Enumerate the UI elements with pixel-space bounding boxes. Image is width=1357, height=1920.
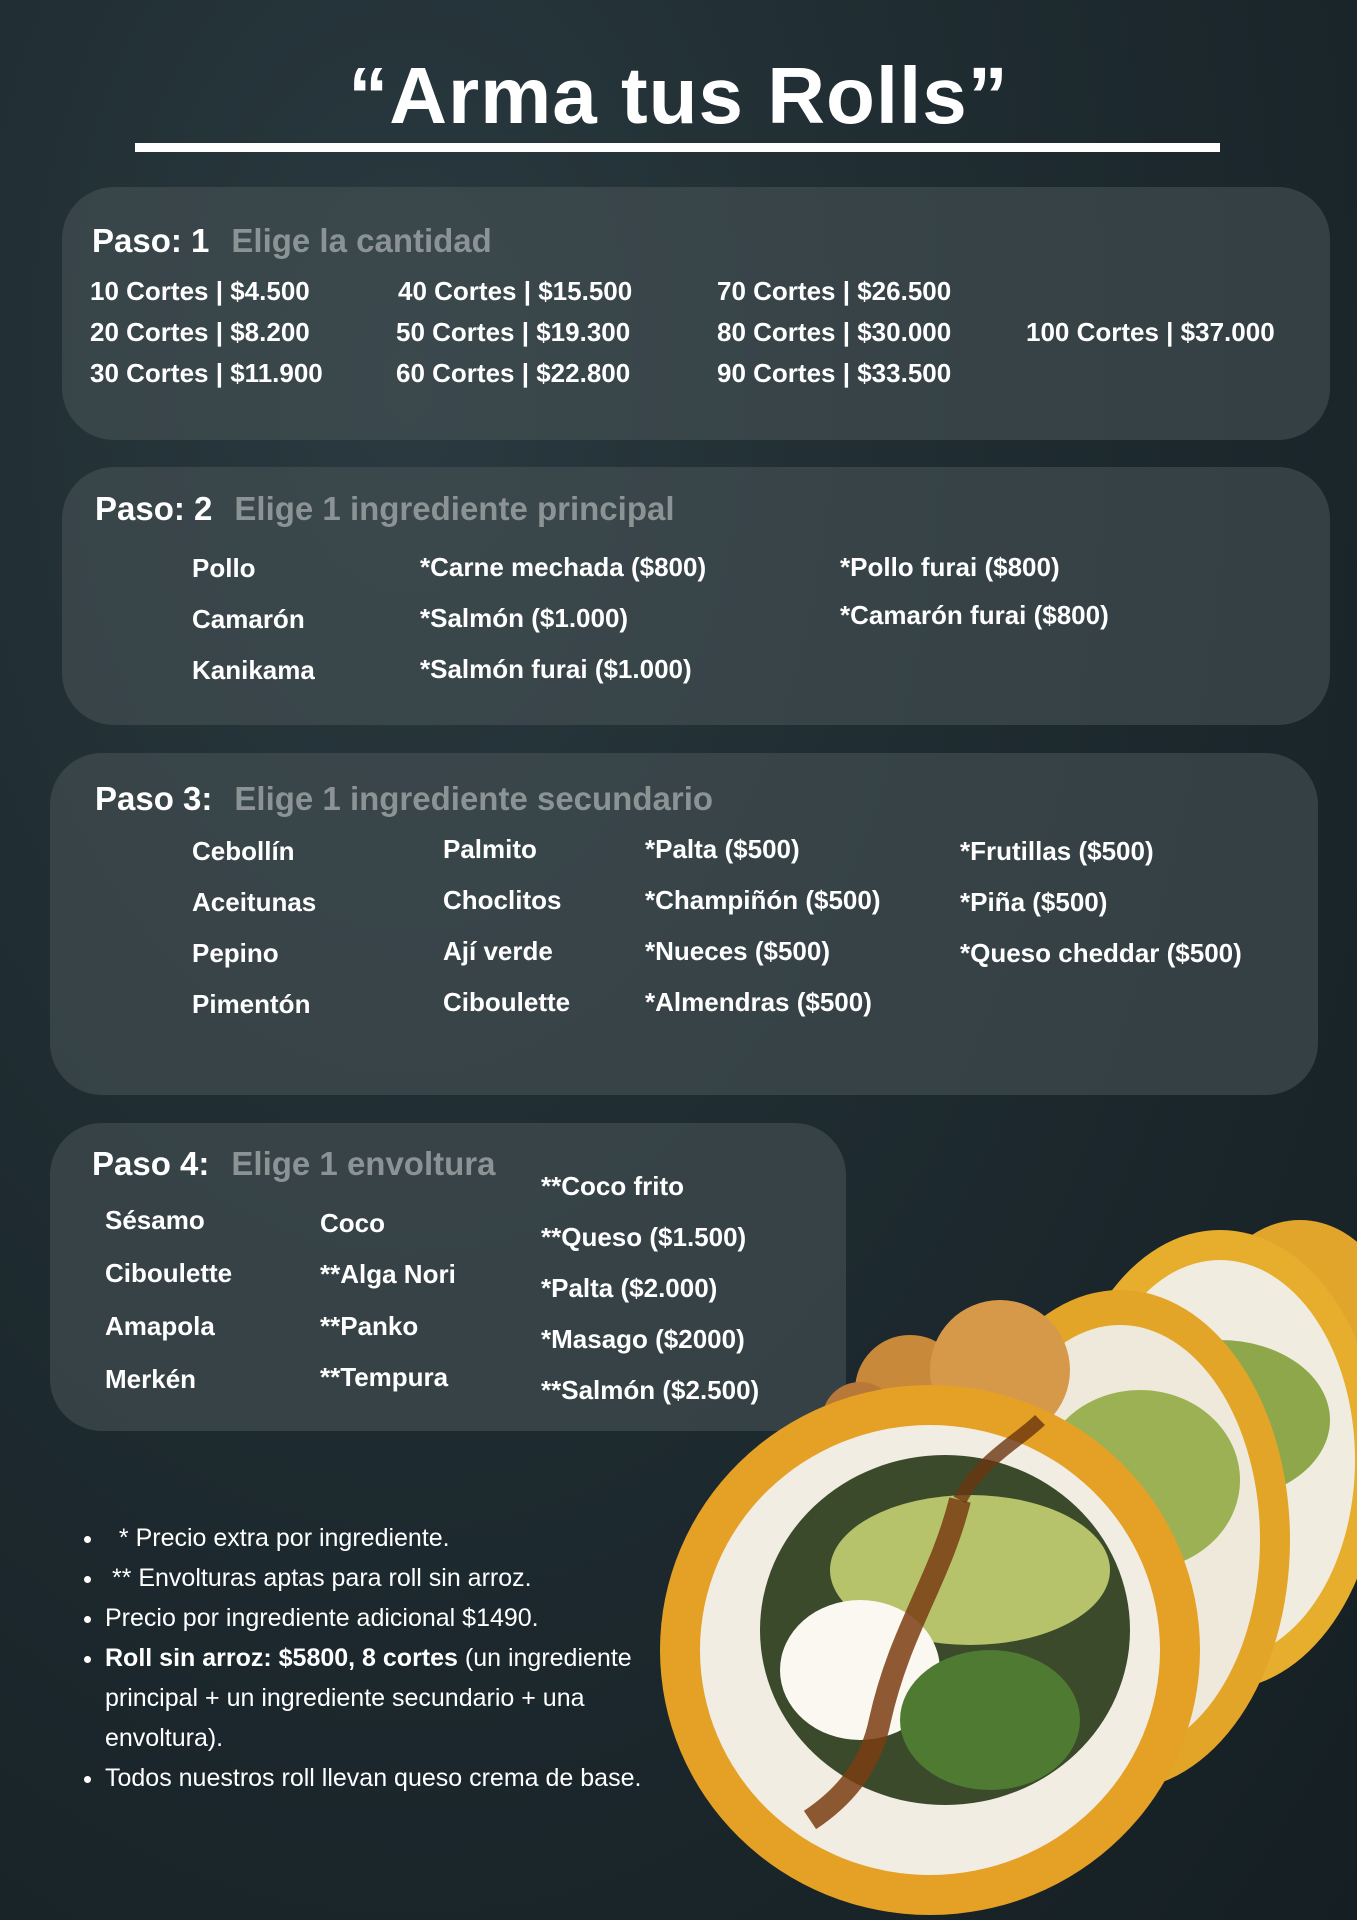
step1-option: 20 Cortes | $8.200 xyxy=(90,317,310,347)
page-title: “Arma tus Rolls” xyxy=(348,51,1009,140)
step4-subtitle: Elige 1 envoltura xyxy=(231,1145,496,1182)
step4-option: *Masago ($2000) xyxy=(541,1324,745,1354)
step3-subtitle: Elige 1 ingrediente secundario xyxy=(234,780,714,817)
step4-option: Merkén xyxy=(105,1364,197,1394)
footnote-text: (un ingrediente principal + un ingrediente secundario + una envoltura). xyxy=(105,1644,632,1752)
step4-option: **Tempura xyxy=(320,1362,449,1392)
step3-option: *Champiñón ($500) xyxy=(645,885,881,915)
step3-option: *Almendras ($500) xyxy=(645,987,872,1017)
step2-option: Pollo xyxy=(192,553,256,583)
step2-heading xyxy=(95,490,675,528)
title-underline xyxy=(135,143,1220,152)
step2-option: *Carne mechada ($800) xyxy=(420,552,707,582)
step3-option: *Nueces ($500) xyxy=(645,936,830,966)
step3-option: Aceitunas xyxy=(192,887,317,917)
step1-option: 60 Cortes | $22.800 xyxy=(396,358,631,388)
footnote-item: • Todos nuestros roll llevan queso crema de base. xyxy=(105,1758,665,1798)
step3-option: *Palta ($500) xyxy=(645,834,800,864)
step2-option: Camarón xyxy=(192,604,305,634)
step1-option: 90 Cortes | $33.500 xyxy=(717,358,952,388)
step3-option: *Piña ($500) xyxy=(960,887,1108,917)
step2-option: *Salmón furai ($1.000) xyxy=(420,654,692,684)
footnote-item: • Precio por ingrediente adicional $1490. xyxy=(105,1598,665,1638)
step3-option: Pimentón xyxy=(192,989,311,1019)
step3-option: Ají verde xyxy=(443,936,553,966)
step4-label: Paso 4: xyxy=(92,1145,210,1182)
step3-option: Cebollín xyxy=(192,836,295,866)
step4-option: **Panko xyxy=(320,1311,419,1341)
step1-heading xyxy=(92,222,492,260)
footnote-bold: Roll sin arroz: $5800, 8 cortes xyxy=(105,1644,458,1672)
step1-option: 100 Cortes | $37.000 xyxy=(1026,317,1275,347)
step3-option: Palmito xyxy=(443,834,537,864)
step1-option: 10 Cortes | $4.500 xyxy=(90,276,310,306)
step4-option: **Salmón ($2.500) xyxy=(541,1375,760,1405)
step2-option: *Pollo furai ($800) xyxy=(840,552,1060,582)
step2-option: *Camarón furai ($800) xyxy=(840,600,1109,630)
footnote-item: • * Precio extra por ingrediente. xyxy=(105,1518,665,1558)
step4-option: Amapola xyxy=(105,1311,215,1341)
step4-option: *Palta ($2.000) xyxy=(541,1273,718,1303)
step4-heading xyxy=(92,1145,495,1183)
step1-option: 40 Cortes | $15.500 xyxy=(398,276,633,306)
step3-option: Choclitos xyxy=(443,885,562,915)
step1-label: Paso: 1 xyxy=(92,222,210,259)
step3-heading xyxy=(95,780,713,818)
step3-option: *Queso cheddar ($500) xyxy=(960,938,1242,968)
step2-option: Kanikama xyxy=(192,655,315,685)
step2-subtitle: Elige 1 ingrediente principal xyxy=(234,490,675,527)
step3-option: Ciboulette xyxy=(443,987,571,1017)
step4-option: Coco xyxy=(320,1208,385,1238)
step4-option: **Alga Nori xyxy=(320,1259,456,1289)
footnote-item: • ** Envolturas aptas para roll sin arroz. xyxy=(105,1558,665,1598)
sushi-roll-image xyxy=(660,1160,1357,1920)
step4-option: Sésamo xyxy=(105,1205,205,1235)
step1-option: 70 Cortes | $26.500 xyxy=(717,276,952,306)
footnote-item xyxy=(105,1638,665,1758)
step3-label: Paso 3: xyxy=(95,780,213,817)
step1-option: 80 Cortes | $30.000 xyxy=(717,317,952,347)
footnotes-list xyxy=(75,1518,665,1798)
step1-subtitle: Elige la cantidad xyxy=(231,222,492,259)
step2-label: Paso: 2 xyxy=(95,490,213,527)
step1-option: 50 Cortes | $19.300 xyxy=(396,317,631,347)
step3-option: Pepino xyxy=(192,938,279,968)
step3-option: *Frutillas ($500) xyxy=(960,836,1154,866)
step4-option: **Queso ($1.500) xyxy=(541,1222,747,1252)
step4-option: Ciboulette xyxy=(105,1258,233,1288)
step1-option: 30 Cortes | $11.900 xyxy=(90,358,323,388)
step2-option: *Salmón ($1.000) xyxy=(420,603,629,633)
step4-option: **Coco frito xyxy=(541,1171,684,1201)
